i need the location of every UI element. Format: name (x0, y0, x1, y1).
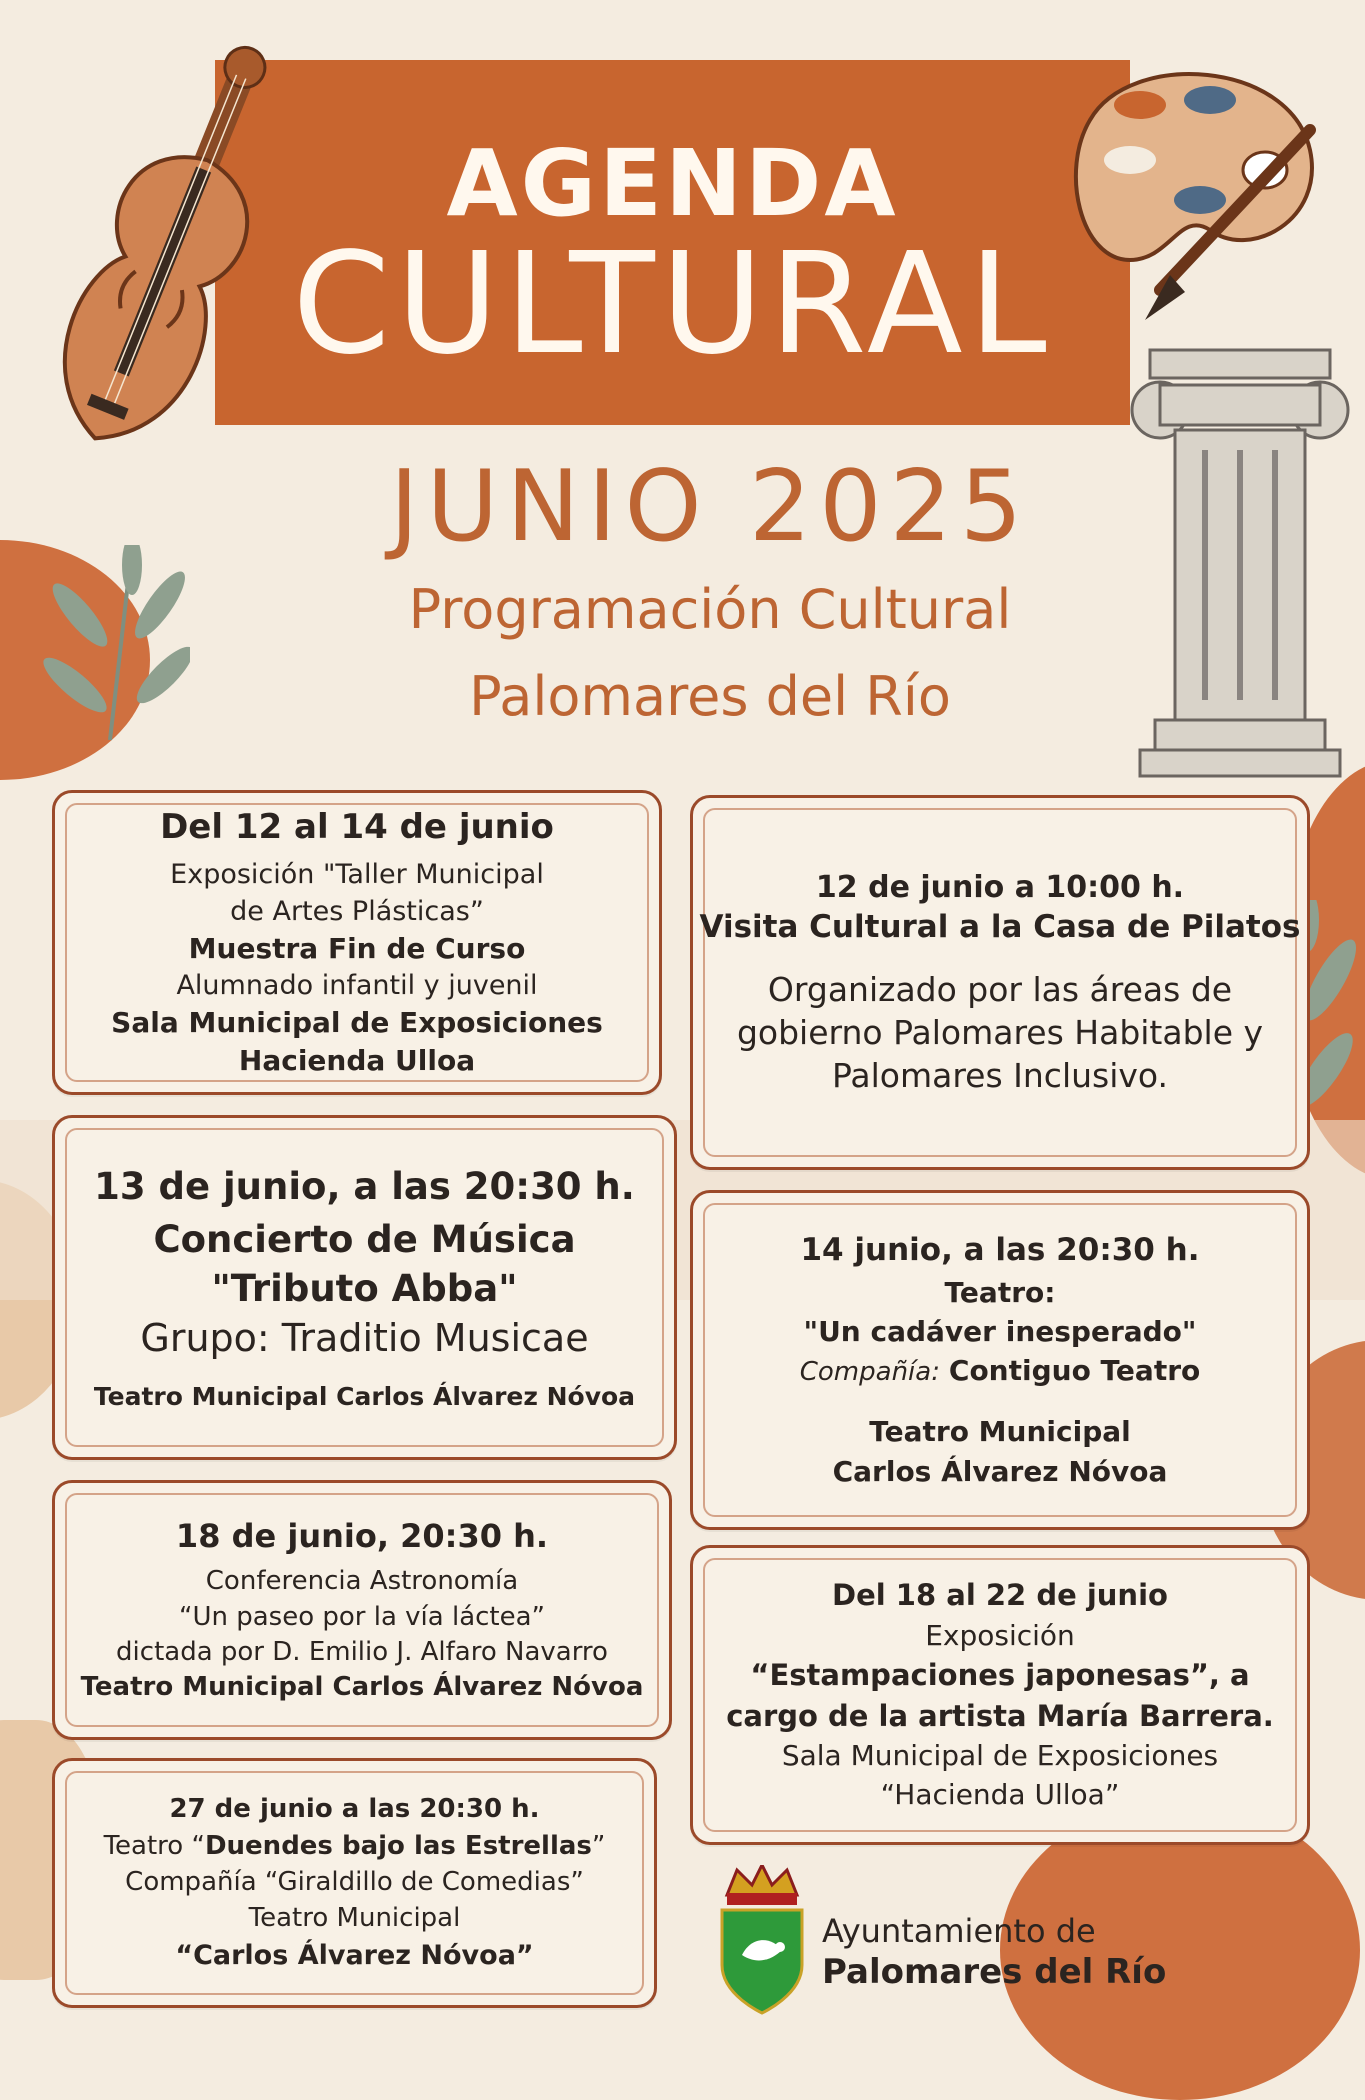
event-title: Duendes bajo las Estrellas (204, 1830, 592, 1861)
event-title: “Estampaciones japonesas”, a (750, 1658, 1250, 1693)
event-card-6 (690, 1545, 1310, 1845)
event-company-row (800, 1351, 1201, 1390)
event-line: dictada por D. Emilio J. Alfaro Navarro (116, 1636, 608, 1667)
title-suffix: ” (591, 1830, 606, 1861)
title-prefix: Teatro “ (103, 1830, 205, 1861)
company-name: Contiguo Teatro (948, 1354, 1201, 1387)
event-title: Visita Cultural a la Casa de Pilatos (699, 908, 1301, 945)
event-venue: Teatro Municipal Carlos Álvarez Nóvoa (80, 1671, 644, 1702)
event-line: Exposición "Taller Municipal (170, 859, 544, 891)
event-date: 14 junio, a las 20:30 h. (800, 1232, 1200, 1269)
event-kind: Teatro: (944, 1275, 1056, 1309)
municipality-label: Ayuntamiento de (822, 1912, 1096, 1950)
event-line: de Artes Plásticas” (230, 895, 484, 927)
event-date: 18 de junio, 20:30 h. (175, 1517, 549, 1556)
month-heading: JUNIO 2025 (389, 450, 1031, 564)
event-card-1 (52, 790, 662, 1095)
event-venue: Carlos Álvarez Nóvoa (832, 1454, 1168, 1488)
event-date: 12 de junio a 10:00 h. (815, 869, 1185, 905)
event-venue: Sala Municipal de Exposiciones (111, 1006, 603, 1040)
event-line: Palomares Inclusivo. (831, 1055, 1169, 1095)
event-card-2 (690, 795, 1310, 1170)
event-venue: “Hacienda Ulloa” (880, 1778, 1120, 1812)
event-date: 27 de junio a las 20:30 h. (169, 1794, 540, 1825)
event-venue: Teatro Municipal Carlos Álvarez Nóvoa (93, 1381, 636, 1411)
event-line: gobierno Palomares Habitable y (736, 1012, 1264, 1052)
decor-blob-bottom (1000, 1800, 1360, 2100)
event-date: Del 18 al 22 de junio (832, 1578, 1168, 1613)
subtitle-town: Palomares del Río (469, 665, 951, 728)
event-title: Muestra Fin de Curso (188, 931, 526, 965)
event-line: Exposición (925, 1618, 1075, 1652)
title-agenda: AGENDA (446, 130, 899, 237)
event-line: Conferencia Astronomía (205, 1566, 519, 1597)
title-cultural: CULTURAL (292, 223, 1053, 386)
event-date: 13 de junio, a las 20:30 h. (94, 1164, 635, 1208)
event-line: Alumnado infantil y juvenil (176, 969, 538, 1001)
event-line: “Un paseo por la vía láctea” (178, 1601, 546, 1632)
event-title: "Tributo Abba" (211, 1266, 518, 1310)
event-title: cargo de la artista María Barrera. (726, 1698, 1274, 1733)
event-venue: “Carlos Álvarez Nóvoa” (175, 1939, 534, 1971)
event-venue: Teatro Municipal (869, 1415, 1131, 1449)
palette-illustration (1050, 60, 1340, 330)
event-title-row (104, 1828, 606, 1864)
event-line: Organizado por las áreas de (767, 969, 1233, 1009)
event-venue: Teatro Municipal (248, 1903, 461, 1934)
subtitle-programacion: Programación Cultural (408, 578, 1012, 641)
event-title: Concierto de Música (153, 1217, 576, 1261)
event-card-3 (52, 1115, 677, 1460)
event-group: Grupo: Traditio Musicae (140, 1315, 589, 1360)
event-date: Del 12 al 14 de junio (160, 807, 554, 848)
municipality-name: Palomares del Río (822, 1952, 1167, 1992)
event-card-5 (52, 1480, 672, 1740)
event-venue: Hacienda Ulloa (238, 1044, 476, 1077)
event-company: Compañía “Giraldillo de Comedias” (125, 1867, 584, 1898)
event-card-4 (690, 1190, 1310, 1530)
event-venue: Sala Municipal de Exposiciones (781, 1739, 1219, 1773)
coat-of-arms-logo (712, 1865, 812, 2015)
company-label: Compañía: (799, 1357, 940, 1387)
leaf-branch-left (20, 545, 190, 745)
event-title: "Un cadáver inesperado" (803, 1314, 1197, 1348)
event-card-7 (52, 1758, 657, 2008)
